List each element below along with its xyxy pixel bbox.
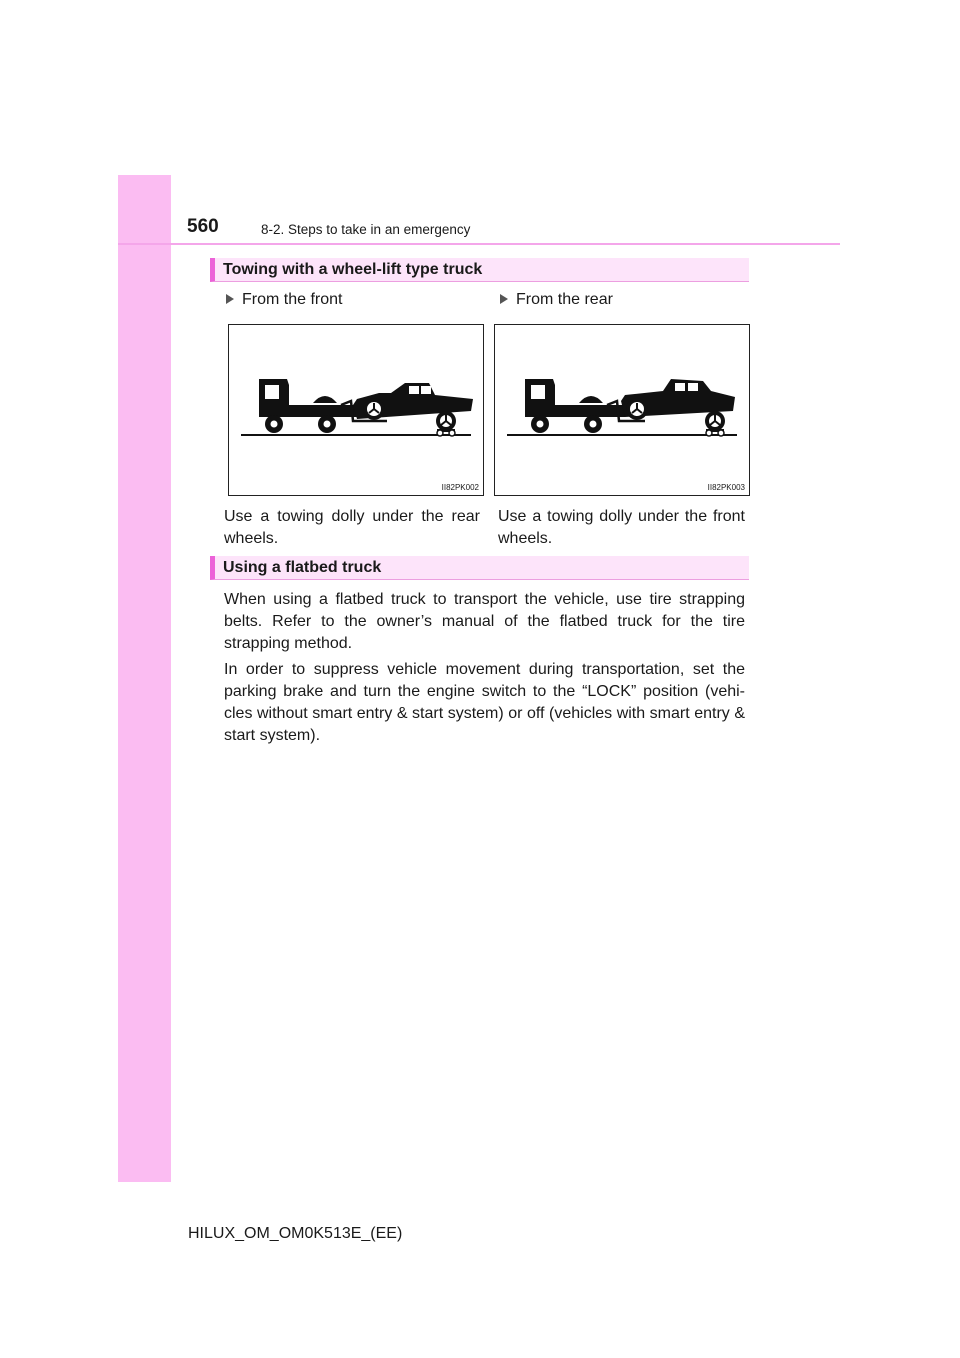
section-title: Using a flatbed truck — [223, 559, 382, 576]
caption-text: From the front — [242, 291, 343, 308]
section-title: Towing with a wheel-lift type truck — [223, 261, 483, 278]
figure-caption-front — [226, 291, 342, 309]
figure-tow-from-rear — [494, 324, 750, 496]
body-paragraph: In order to suppress vehicle movement during transportation, set the parking brake and turn the engine switch to the “LOCK” position (vehi-cles without smart entry & start system) or off (vehicles with smart entry & start system). — [224, 661, 745, 744]
chapter-tab — [118, 175, 171, 1182]
caption-text: From the rear — [516, 291, 613, 308]
caption-triangle-icon — [226, 294, 234, 304]
figure-caption-rear — [500, 291, 613, 309]
tow-truck-illustration — [229, 325, 483, 495]
figure-code: II82PK003 — [707, 483, 745, 492]
section-heading-flatbed — [210, 556, 749, 580]
running-title: 8-2. Steps to take in an emergency — [261, 222, 471, 237]
figure-code: II82PK002 — [441, 483, 479, 492]
caption-triangle-icon — [500, 294, 508, 304]
figure-tow-from-front — [228, 324, 484, 496]
page-number: 560 — [187, 216, 219, 237]
figure-description-front: Use a towing dolly under the rear wheels. — [224, 508, 480, 547]
document-id: HILUX_OM_OM0K513E_(EE) — [188, 1225, 403, 1242]
tow-truck-illustration — [495, 325, 749, 495]
section-heading-wheel-lift — [210, 258, 749, 282]
body-paragraph: When using a flatbed truck to transport the vehicle, use tire strapping belts. Refer to the owner’s manual of the flatbed truck for the tire strapping method. — [224, 591, 745, 652]
figure-description-rear: Use a towing dolly under the front wheels. — [498, 508, 745, 547]
header-rule — [118, 243, 840, 245]
